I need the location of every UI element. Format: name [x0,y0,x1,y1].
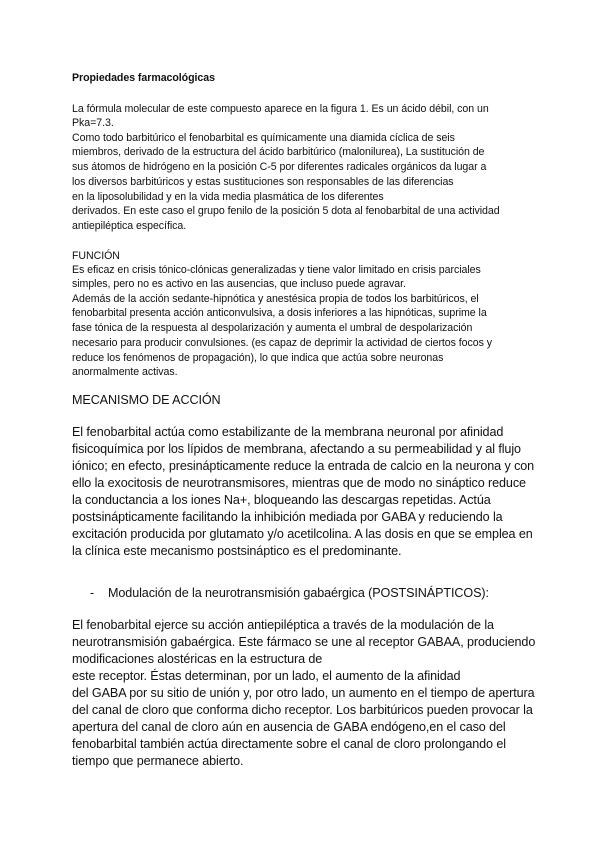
text-line: en la liposolubilidad y en la vida media plasmática de los diferentes [72,191,384,203]
text-line: reduce los fenómenos de propagación), lo que indica que actúa sobre neuronas [72,352,444,364]
bullet-marker: - [90,586,95,600]
mecanismo-heading: MECANISMO DE ACCIÓN [72,393,221,407]
text-line: fisicoquímica por los lípidos de membrana, afectando a su permeabilidad y al flujo [72,442,521,456]
text-line: Como todo barbitúrico el fenobarbital es químicamente una diamida cíclica de seis [72,132,455,144]
text-line: El fenobarbital ejerce su acción antiepiléptica a través de la modulación de la [72,618,494,632]
text-line: sus átomos de hidrógeno en la posición C-5 por diferentes radicales orgánicos da lugar a [72,161,487,173]
text-line: miembros, derivado de la estructura del ácido barbitúrico (malonilurea), La sustitución de [72,146,485,158]
text-line: iónico; en efecto, presinápticamente reduce la entrada de calcio en la neurona y con [72,459,535,473]
text-line: modificaciones alostéricas en la estructura de [72,652,323,666]
text-line: excitación producida por glutamato y/o acetilcolina. A las dosis en que se emplea en [72,527,533,541]
section-title: Propiedades farmacológicas [72,72,215,84]
text-line: derivados. En este caso el grupo fenilo de la posición 5 dota al fenobarbital de una actividad [72,205,500,217]
bullet-text: Modulación de la neurotransmisión gabaérgica (POSTSINÁPTICOS): [108,586,489,600]
text-line: anormalmente activas. [72,366,178,378]
text-line: la clínica este mecanismo postsináptico es el predominante. [72,544,402,558]
text-line: simples, pero no es activo en las ausencias, que incluso puede agravar. [72,278,406,290]
text-line: Es eficaz en crisis tónico-clónicas generalizadas y tiene valor limitado en crisis parciales [72,264,481,276]
text-line: El fenobarbital actúa como estabilizante de la membrana neuronal por afinidad [72,425,504,439]
text-line: este receptor. Éstas determinan, por un lado, el aumento de la afinidad [72,669,461,683]
text-line: fenobarbital también actúa directamente sobre el canal de cloro prolongando el [72,737,506,751]
text-line: apertura del canal de cloro aún en ausencia de GABA endógeno,en el caso del [72,720,506,734]
text-line: ello la exocitosis de neurotransmisores, mientras que de modo no sináptico reduce [72,476,526,490]
text-line: Pka=7.3. [72,117,114,129]
text-line: fenobarbital presenta acción anticonvulsiva, a dosis inferiores a las hipnóticas, suprime la [72,307,487,319]
text-line: Además de la acción sedante-hipnótica y anestésica propia de todos los barbitúricos, el [72,293,479,305]
text-line: fase tónica de la respuesta al despolarización y aumenta el umbral de despolarización [72,322,473,334]
text-line: los diversos barbitúricos y estas sustituciones son responsables de las diferencias [72,176,454,188]
text-line: del canal de cloro que conforma dicho receptor. Los barbitúricos pueden provocar la [72,703,533,717]
text-line: antiepiléptica específica. [72,220,187,232]
funcion-heading: FUNCIÓN [72,250,120,262]
text-line: necesario para producir convulsiones. (es capaz de deprimir la actividad de ciertos focos y [72,337,493,349]
text-line: neurotransmisión gabaérgica. Este fármaco se une al receptor GABAA, produciendo [72,635,536,649]
text-line: del GABA por su sitio de unión y, por otro lado, un aumento en el tiempo de apertura [72,686,535,700]
text-line: postsinápticamente facilitando la inhibición mediada por GABA y reduciendo la [72,510,503,524]
text-line: tiempo que permanece abierto. [72,754,244,768]
text-line: la conductancia a los iones Na+, bloqueando las descargas repetidas. Actúa [72,493,491,507]
text-line: La fórmula molecular de este compuesto aparece en la figura 1. Es un ácido débil, con un [72,103,489,115]
